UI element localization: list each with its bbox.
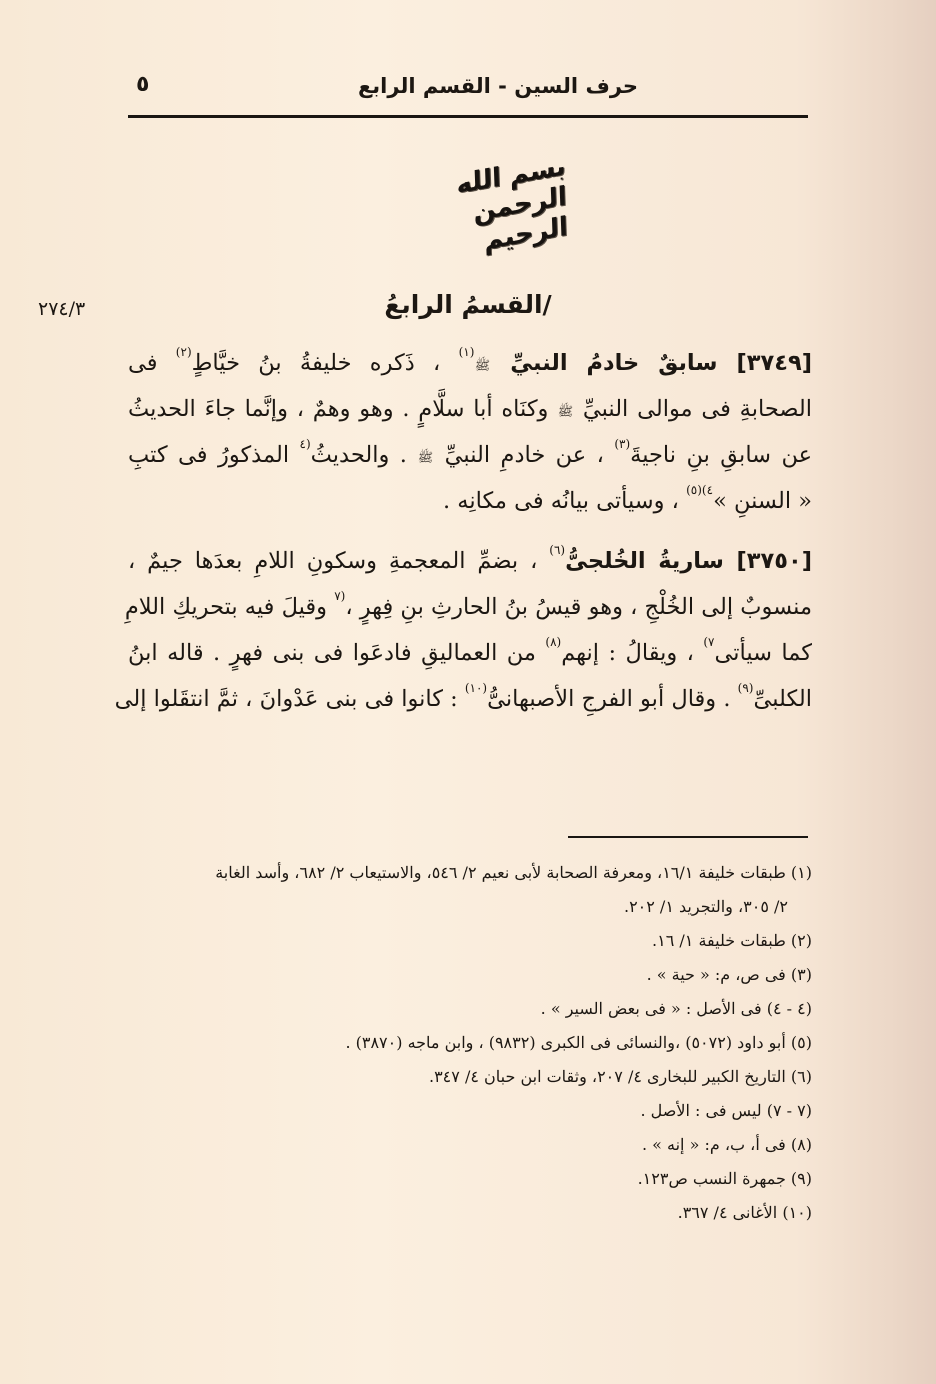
text-run: الكلبىِّ (753, 686, 812, 712)
text-run: كما سيأتى (714, 640, 812, 666)
text-line (128, 478, 812, 524)
running-header (128, 66, 808, 110)
header-rule (128, 115, 808, 118)
footnote-marker[interactable]: (٩) (737, 681, 754, 695)
text-run: ، عن خادمِ النبيِّ (434, 442, 615, 468)
text-line (128, 630, 812, 676)
footnote-marker[interactable]: (٧ (334, 589, 346, 603)
footnote-separator (568, 836, 808, 838)
text-line (128, 386, 812, 432)
text-line (128, 538, 812, 584)
text-run: : كانوا فى بنى عَدْوانَ ، ثمَّ انتقَلوا إلى (114, 686, 465, 712)
footnote-2: (٢) طبقات خليفة ١/ ١٦. (652, 931, 812, 950)
footnote-marker[interactable]: (٢) (175, 345, 192, 359)
footnote-marker[interactable]: (١) (458, 345, 475, 359)
text-run: ، ذَكره خليفةُ بنُ خيَّاطٍ (191, 350, 459, 376)
text-run: منسوبٌ إلى الخُلْجِ ، وهو قيسُ بنُ الحارثِ بنِ فِهرٍ ، (345, 594, 812, 620)
footnote-7: (٧ - ٧) ليس فى : الأصل . (640, 1101, 812, 1120)
footnote-3: (٣) فى ص، م: « حية » . (646, 965, 812, 984)
text-run: الصحابةِ فى موالى النبيِّ (574, 396, 812, 422)
text-run: « السننِ » (713, 488, 812, 514)
footnote-marker[interactable]: ٧) (703, 635, 715, 649)
text-run: ، وسيأتى بيانُه فى مكانِه . (442, 488, 687, 514)
text-run: فى (128, 350, 176, 376)
text-run: عن سابقِ بنِ ناجيةَ (630, 442, 813, 468)
text-run: . وقال أبو الفرجِ الأصبهانىُّ (487, 686, 738, 712)
running-title: حرف السين - القسم الرابع (357, 74, 639, 98)
footnote-marker[interactable]: (٨) (545, 635, 562, 649)
entry-heading: [٣٧٥٠] ساريةُ الخُلجىُّ (565, 548, 812, 574)
page-number: ٥ (136, 72, 150, 97)
footnote-marker[interactable]: ٤) (701, 483, 714, 497)
footnote-6: (٦) التاريخ الكبير للبخارى ٤/ ٢٠٧، وثقات ابن حبان ٤/ ٣٤٧. (428, 1067, 812, 1086)
footnote-marker[interactable]: (١٠) (464, 681, 488, 695)
footnote-1-continuation: ٢/ ٣٠٥، والتجريد ١/ ٢٠٢. (623, 897, 788, 916)
salla-ligature-icon: ﷺ (475, 358, 491, 374)
text-run: وقيلَ فيه بتحريكِ اللامِ (124, 594, 335, 620)
basmala-calligraphy: بسم الله الرحمن الرحيم (456, 150, 569, 257)
footnote-4: (٤ - ٤) فى الأصل : « فى بعض السير » . (540, 999, 812, 1018)
section-title: /القسمُ الرابعُ (384, 290, 552, 319)
text-run: من العماليقِ فادعَوا فى بنى فهرٍ . قاله ابنُ (128, 640, 546, 666)
text-line (128, 340, 812, 386)
text-line (114, 676, 812, 722)
text-run: . والحديثُ (310, 442, 418, 468)
entry-heading: [٣٧٤٩] سابقٌ خادمُ النبيِّ (491, 350, 812, 376)
footnote-marker[interactable]: (٣) (614, 437, 631, 451)
salla-ligature-icon: ﷺ (418, 450, 434, 466)
footnote-marker[interactable]: (٥) (686, 483, 702, 497)
footnote-marker[interactable]: (٦) (549, 543, 566, 557)
main-text (114, 340, 813, 722)
text-run: ، ويقالُ : إنهم (561, 640, 704, 666)
footnote-marker[interactable]: (٤ (299, 437, 311, 451)
text-run: ، بضمِّ المعجمةِ وسكونِ اللامِ بعدَها جيمٌ ، (128, 548, 550, 574)
text-run: المذكورُ فى كتبِ (128, 442, 300, 468)
entry-3750 (114, 538, 812, 722)
footnote-1: (١) طبقات خليفة ١٦/١، ومعرفة الصحابة لأبى نعيم ٢/ ٥٤٦، والاستيعاب ٢/ ٦٨٢، وأسد الغابة (215, 863, 812, 882)
footnotes (128, 856, 812, 1230)
footnote-5: (٥) أبو داود (٥٠٧٢) ،والنسائى فى الكبرى (٩٨٣٢) ، وابن ماجه (٣٨٧٠) . (345, 1033, 812, 1052)
salla-ligature-icon: ﷺ (558, 404, 574, 420)
footnote-8: (٨) فى أ، ب، م: « إنه » . (641, 1135, 812, 1154)
entry-3749 (128, 340, 812, 524)
footnote-10: (١٠) الأغانى ٤/ ٣٦٧. (677, 1203, 812, 1222)
text-line (128, 432, 812, 478)
text-line (124, 584, 812, 630)
footnote-9: (٩) جمهرة النسب ص١٢٣. (637, 1169, 812, 1188)
margin-reference: ٢٧٤/٣ (38, 298, 86, 320)
text-run: وكنَاه أبا سلَّامٍ . وهو وهمٌ ، وإنَّما جاءَ الحديثُ (128, 396, 558, 422)
